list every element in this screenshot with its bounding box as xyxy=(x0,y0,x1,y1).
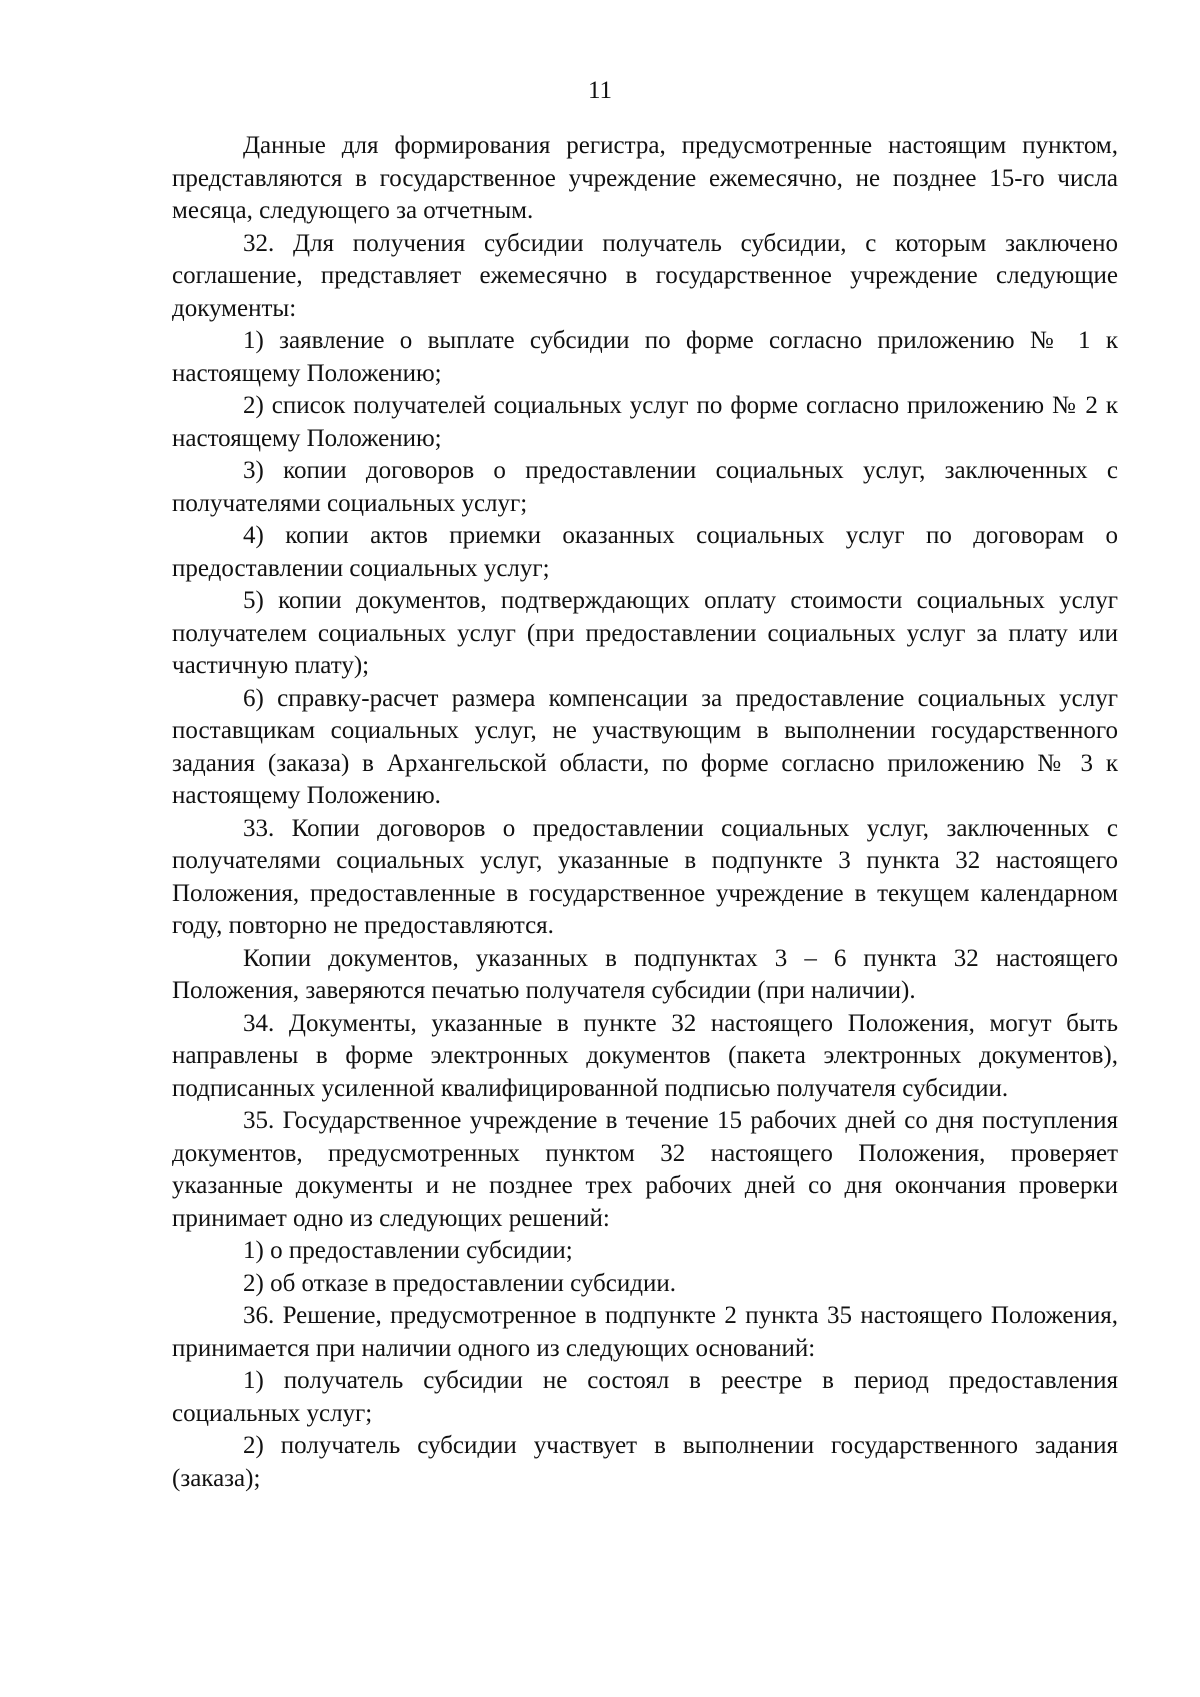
paragraph-registry-data: Данные для формирования регистра, предусмотренные настоящим пунктом, представляются в государственное учреждение ежемесячно, не позднее 15-го числа месяца, следующего за отчетным. xyxy=(172,132,1118,224)
paragraph-32-item-5: 5) копии документов, подтверждающих оплату стоимости социальных услуг получателем социальных услуг (при предоставлении социальных услуг за плату или частичную плату); xyxy=(172,587,1118,679)
paragraph-36-item-1: 1) получатель субсидии не состоял в реестре в период предоставления социальных услуг; xyxy=(172,1367,1118,1427)
paragraph-33: 33. Копии договоров о предоставлении социальных услуг, заключенных с получателями социальных услуг, указанные в подпункте 3 пункта 32 настоящего Положения, предоставленные в государственное учреждение в текущем календарном году, повторно не предоставляются. xyxy=(172,814,1118,939)
paragraph-34: 34. Документы, указанные в пункте 32 настоящего Положения, могут быть направлены в форме электронных документов (пакета электронных документов), подписанных усиленной квалифицированной подписью получателя субсидии. xyxy=(172,1009,1118,1102)
paragraph-32-item-1: 1) заявление о выплате субсидии по форме согласно приложению № 1 к настоящему Положению; xyxy=(172,327,1118,387)
paragraph-32-item-3: 3) копии договоров о предоставлении социальных услуг, заключенных с получателями социальных услуг; xyxy=(172,457,1118,517)
paragraph-32-item-6: 6) справку-расчет размера компенсации за предоставление социальных услуг поставщикам социальных услуг, не участвующим в выполнении государственного задания (заказа) в Архангельской области, по форме согласно приложению № 3 к настоящему Положению. xyxy=(172,684,1118,809)
paragraph-35: 35. Государственное учреждение в течение 15 рабочих дней со дня поступления документов, предусмотренных пунктом 32 настоящего Положения, проверяет указанные документы и не позднее трех рабочих дней со дня окончания проверки принимает одно из следующих решений: xyxy=(172,1107,1118,1232)
paragraph-35-item-2: 2) об отказе в предоставлении субсидии. xyxy=(243,1269,676,1297)
paragraph-33-copies: Копии документов, указанных в подпунктах 3 – 6 пункта 32 настоящего Положения, заверяются печатью получателя субсидии (при наличии). xyxy=(172,944,1118,1004)
paragraph-32: 32. Для получения субсидии получатель субсидии, с которым заключено соглашение, представляет ежемесячно в государственное учреждение следующие документы: xyxy=(172,229,1118,322)
paragraph-32-item-2: 2) список получателей социальных услуг по форме согласно приложению № 2 к настоящему Положению; xyxy=(172,392,1118,452)
page-number: 11 xyxy=(587,77,613,104)
paragraph-36: 36. Решение, предусмотренное в подпункте 2 пункта 35 настоящего Положения, принимается при наличии одного из следующих оснований: xyxy=(172,1302,1118,1362)
paragraph-36-item-2: 2) получатель субсидии участвует в выполнении государственного задания (заказа); xyxy=(172,1432,1118,1492)
document-body xyxy=(172,130,1118,1495)
paragraph-32-item-4: 4) копии актов приемки оказанных социальных услуг по договорам о предоставлении социальных услуг; xyxy=(172,522,1118,582)
paragraph-35-item-1: 1) о предоставлении субсидии; xyxy=(243,1237,573,1264)
